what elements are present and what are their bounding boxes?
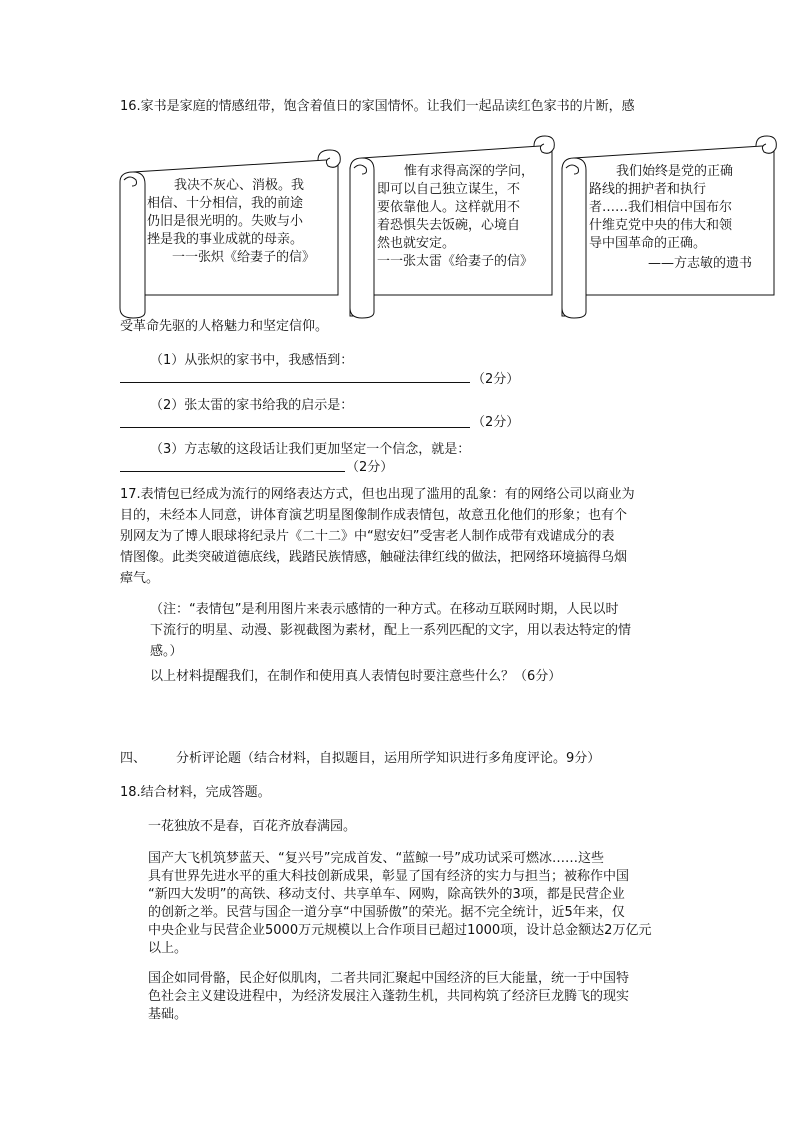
q18-p2-line: 国产大飞机筑梦蓝天、“复兴号”完成首发、“蓝鲸一号”成功试采可燃冰……这些 — [148, 851, 604, 866]
scroll1-line: 仍旧是很光明的。失败与小 — [147, 214, 304, 229]
scroll3-line: 导中国革命的正确。 — [589, 236, 707, 251]
section4-number: 四、 — [120, 751, 147, 766]
q18-p2-line: 中央企业与民营企业5000万元规模以上合作项目已超过1000项，设计总金额达2万亿元 — [148, 923, 652, 938]
q18-p2-line: 具有世界先进水平的重大科技创新成果，彰显了国有经济的实力与担当；被称作中国 — [148, 869, 630, 884]
q17-note: 感。） — [150, 644, 183, 659]
scroll3-line: 什维克党中央的伟大和领 — [589, 218, 733, 233]
scroll2-line: 着恐惧失去饭碗，心境自 — [377, 218, 521, 233]
scroll3-line: 者……我们相信中国布尔 — [589, 200, 733, 215]
scroll1-line: 相信、十分相信，我的前途 — [147, 196, 304, 211]
scroll2-source: 一一张太雷《给妻子的信》 — [377, 254, 534, 269]
q17-note: （注：“表情包”是利用图片来表示感情的一种方式。在移动互联网时期，人民以时 — [150, 602, 619, 617]
q18-p3-line: 基础。 — [148, 1007, 188, 1022]
q16-intro-cont: 受革命先驱的人格魅力和坚定信仰。 — [120, 319, 329, 334]
scroll2-line: 要依靠他人。这样就用不 — [377, 200, 521, 215]
q17-line: 17.表情包已经成为流行的网络表达方式，但也出现了滥用的乱象：有的网络公司以商业为 — [120, 487, 635, 502]
q17-question: 以上材料提醒我们，在制作和使用真人表情包时要注意些什么？（6分） — [150, 669, 562, 684]
q16-sub3: （3）方志敏的这段话让我们更加坚定一个信念，就是： — [150, 442, 471, 457]
q18-p2-line: 以上。 — [148, 941, 188, 956]
scroll3-line: 路线的拥护者和执行 — [589, 182, 707, 197]
scroll2-line: 惟有求得高深的学问， — [404, 164, 535, 179]
section4-title: 分析评论题（结合材料，自拟题目，运用所学知识进行多角度评论。9分） — [176, 751, 601, 766]
q18-p3-line: 色社会主义建设进程中，为经济发展注入蓬勃生机，共同构筑了经济巨龙腾飞的现实 — [148, 989, 630, 1004]
q16-sub1: （1）从张炽的家书中，我感悟到： — [150, 353, 354, 368]
scroll1-line: 我决不灰心、消极。我 — [174, 178, 305, 193]
answer-blank-2[interactable] — [120, 427, 470, 428]
q18-p1: 一花独放不是春，百花齐放春满园。 — [148, 819, 357, 834]
scroll1-line: 挫是我的事业成就的母亲。 — [147, 232, 304, 247]
q18-p2-line: “新四大发明”的高铁、移动支付、共享单车、网购，除高铁外的3项，都是民营企业 — [148, 887, 625, 902]
scroll1-source: 一一张炽《给妻子的信》 — [172, 250, 316, 265]
q17-line: 瘴气。 — [120, 571, 160, 586]
answer-blank-1[interactable] — [120, 382, 470, 383]
q18-p3-line: 国企如同骨骼，民企好似肌肉，二者共同汇聚起中国经济的巨大能量，统一于中国特 — [148, 971, 630, 986]
q17-line: 情图像。此类突破道德底线，践踏民族情感，触碰法律红线的做法，把网络环境搞得乌烟 — [120, 550, 628, 565]
scroll2-line: 即可以自己独立谋生，不 — [377, 182, 521, 197]
scroll3-source: ——方志敏的遗书 — [648, 256, 753, 271]
q18-prompt: 18.结合材料，完成答题。 — [120, 785, 271, 800]
q17-line: 目的，未经本人同意，讲体育演艺明星图像制作成表情包，故意丑化他们的形象；也有个 — [120, 508, 628, 523]
q17-line: 别网友为了博人眼球将纪录片《二十二》中“慰安妇”受害老人制作成带有戏谑成分的表 — [120, 529, 615, 544]
q16-intro: 16.家书是家庭的情感纽带，饱含着值日的家国情怀。让我们一起品读红色家书的片断，感 — [120, 99, 635, 114]
points-label: （2分） — [346, 460, 394, 475]
q18-p2-line: 的创新之举。民营与国企一道分享“中国骄傲”的荣光。据不完全统计，近5年来，仅 — [148, 905, 625, 920]
scroll2-line: 然也就安定。 — [377, 236, 456, 251]
scroll3-line: 我们始终是党的正确 — [616, 164, 734, 179]
q16-sub2: （2）张太雷的家书给我的启示是： — [150, 398, 354, 413]
answer-blank-3[interactable] — [120, 471, 345, 472]
points-label: （2分） — [472, 372, 520, 387]
q17-note: 下流行的明星、动漫、影视截图为素材，配上一系列匹配的文字，用以表达特定的情 — [150, 623, 632, 638]
points-label: （2分） — [472, 415, 520, 430]
